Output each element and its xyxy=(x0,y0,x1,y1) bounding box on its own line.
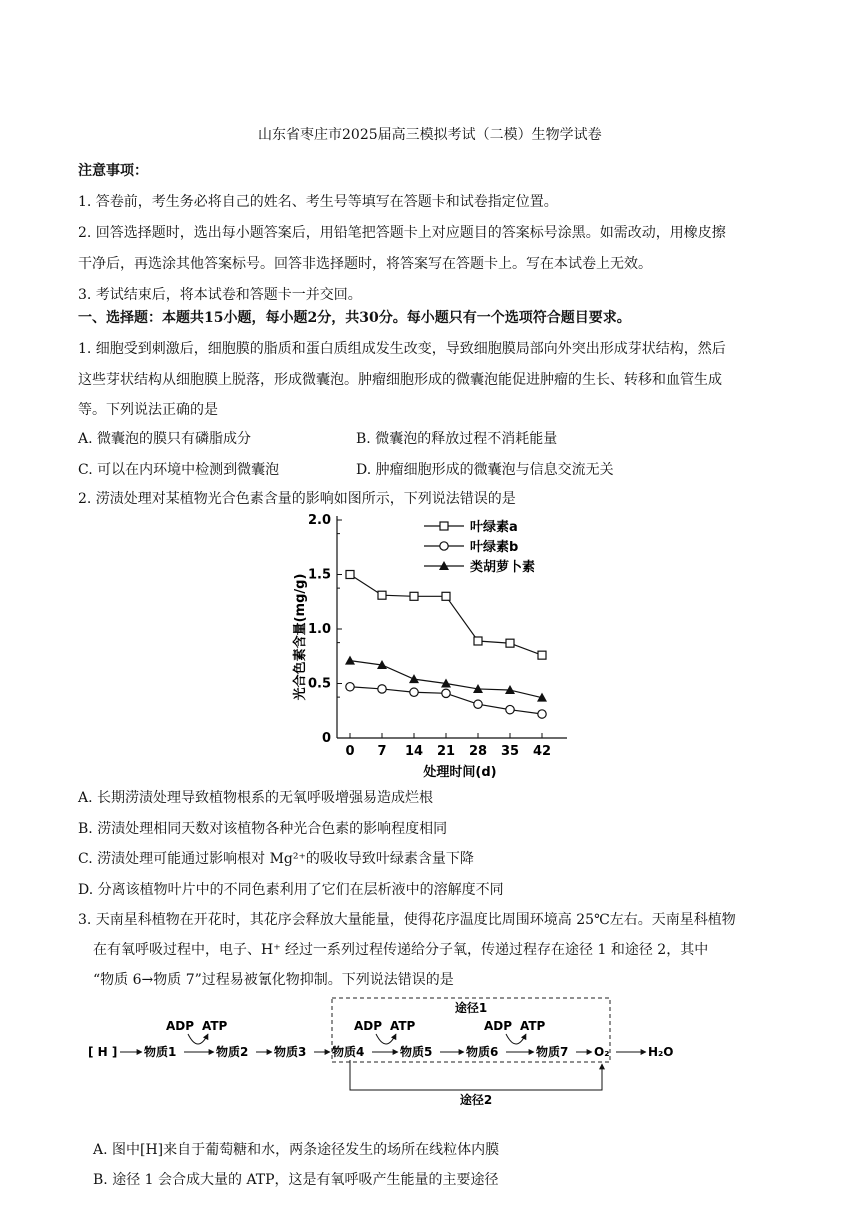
series-3-point xyxy=(409,674,419,683)
series-1-point xyxy=(378,591,386,599)
x-tick-label: 21 xyxy=(436,744,456,759)
series-2-point xyxy=(378,685,386,693)
series-1-point xyxy=(474,637,482,645)
legend-label-3: 类胡萝卜素 xyxy=(470,560,536,575)
series-1-point xyxy=(506,639,514,647)
adp-atp-arrow-1 xyxy=(188,1034,208,1044)
node-3: 物质3 xyxy=(274,1045,307,1059)
notice-item-3: 3. 考试结束后，将本试卷和答题卡一并交回。 xyxy=(78,287,362,303)
series-1-point xyxy=(442,592,450,600)
atp-label-2: ATP xyxy=(390,1019,416,1033)
x-axis-label: 处理时间(d) xyxy=(423,765,497,780)
page-title: 山东省枣庄市2025届高三模拟考试（二模）生物学试卷 xyxy=(258,127,602,143)
q1-option-c: C. 可以在内环境中检测到微囊泡 xyxy=(78,462,280,478)
adp-label-1: ADP xyxy=(166,1019,195,1033)
node-7: 物质7 xyxy=(536,1045,569,1059)
node-4: 物质4 xyxy=(332,1045,365,1059)
adp-atp-arrow-3 xyxy=(506,1034,526,1044)
q2-option-a: A. 长期涝渍处理导致植物根系的无氧呼吸增强易造成烂根 xyxy=(78,790,434,806)
x-tick-label: 42 xyxy=(532,744,552,759)
adp-atp-arrow-2 xyxy=(376,1034,396,1044)
q2-option-c: C. 涝渍处理可能通过影响根对 Mg²⁺的吸收导致叶绿素含量下降 xyxy=(78,851,474,867)
x-tick-label: 28 xyxy=(468,744,488,759)
atp-label-3: ATP xyxy=(520,1019,546,1033)
q2-option-b: B. 涝渍处理相同天数对该植物各种光合色素的影响程度相同 xyxy=(78,821,448,837)
q1-stem-line2: 这些芽状结构从细胞膜上脱落，形成微囊泡。肿瘤细胞形成的微囊泡能促进肿瘤的生长、转移和血管生成 xyxy=(78,372,722,388)
x-tick-label: 0 xyxy=(345,744,355,759)
y-axis-label: 光合色素含量(mg/g) xyxy=(293,573,308,701)
node-h2o: H₂O xyxy=(648,1045,674,1059)
node-2: 物质2 xyxy=(216,1045,249,1059)
y-tick-label: 2.0 xyxy=(307,513,331,528)
adp-label-2: ADP xyxy=(354,1019,383,1033)
node-1: 物质1 xyxy=(144,1045,177,1059)
path1-label: 途径1 xyxy=(454,1001,488,1015)
x-tick-label: 35 xyxy=(500,744,520,759)
series-2-point xyxy=(346,683,354,691)
notice-heading: 注意事项： xyxy=(78,163,148,179)
node-o2: O₂ xyxy=(594,1045,610,1059)
h-start: [ H ] xyxy=(88,1045,118,1059)
q1-option-d: D. 肿瘤细胞形成的微囊泡与信息交流无关 xyxy=(356,462,614,478)
series-2-point xyxy=(410,688,418,696)
q1-option-a: A. 微囊泡的膜只有磷脂成分 xyxy=(78,431,252,447)
q2-stem: 2. 涝渍处理对某植物光合色素含量的影响如图所示，下列说法错误的是 xyxy=(78,491,516,507)
path2-label: 途径2 xyxy=(459,1093,493,1106)
series-2-point xyxy=(442,689,450,697)
q1-option-b: B. 微囊泡的释放过程不消耗能量 xyxy=(356,431,558,447)
y-tick-label: 1.5 xyxy=(307,567,331,583)
notice-item-2: 2. 回答选择题时，选出每小题答案后，用铅笔把答题卡上对应题目的答案标号涂黑。如需改动，用橡皮擦 xyxy=(78,225,726,241)
legend-marker-1 xyxy=(440,522,448,530)
q3-option-a: A. 图中[H]来自于葡萄糖和水，两条途径发生的场所在线粒体内膜 xyxy=(93,1142,500,1158)
legend-label-1: 叶绿素a xyxy=(470,520,518,535)
legend-marker-2 xyxy=(440,542,448,550)
q3-stem-line2: 在有氧呼吸过程中，电子、H⁺ 经过一系列过程传递给分子氧，传递过程存在途径 1 和途径 2，其中 xyxy=(93,942,709,958)
q1-stem-line1: 1. 细胞受到刺激后，细胞膜的脂质和蛋白质组成发生改变，导致细胞膜局部向外突出形成芽状结构，然后 xyxy=(78,341,726,357)
atp-label-1: ATP xyxy=(202,1019,228,1033)
notice-item-1: 1. 答卷前，考生务必将自己的姓名、考生号等填写在答题卡和试卷指定位置。 xyxy=(78,194,558,210)
q1-stem-line3: 等。下列说法正确的是 xyxy=(78,402,218,418)
notice-item-2-cont: 干净后，再选涂其他答案标号。回答非选择题时，将答案写在答题卡上。写在本试卷上无效。 xyxy=(78,256,652,272)
x-tick-label: 7 xyxy=(377,744,387,759)
q3-stem-line1: 3. 天南星科植物在开花时，其花序会释放大量能量，使得花序温度比周围环境高 25℃左右。天南星科植物 xyxy=(78,912,736,928)
legend-label-2: 叶绿素b xyxy=(470,540,519,555)
series-1-point xyxy=(538,651,546,659)
series-1-point xyxy=(410,592,418,600)
node-5: 物质5 xyxy=(400,1045,433,1059)
y-tick-label: 0.5 xyxy=(307,676,331,692)
x-tick-label: 14 xyxy=(404,744,424,759)
y-tick-label: 0 xyxy=(321,731,331,746)
series-3-point xyxy=(345,656,355,665)
electron-transport-diagram xyxy=(80,994,720,1106)
series-2-point xyxy=(538,710,546,718)
adp-label-3: ADP xyxy=(484,1019,513,1033)
path2-bypass-arrow xyxy=(350,1060,602,1090)
section-heading: 一、选择题：本题共15小题，每小题2分，共30分。每小题只有一个选项符合题目要求。 xyxy=(78,310,631,326)
series-2-point xyxy=(506,705,514,713)
q2-option-d: D. 分离该植物叶片中的不同色素利用了它们在层析液中的溶解度不同 xyxy=(78,882,504,898)
q3-option-b: B. 途径 1 会合成大量的 ATP，这是有氧呼吸产生能量的主要途径 xyxy=(93,1172,499,1188)
y-tick-label: 1.0 xyxy=(307,622,331,637)
series-1-point xyxy=(346,571,354,579)
pigment-line-chart xyxy=(280,508,580,780)
series-2-point xyxy=(474,700,482,708)
q3-stem-line3: “物质 6→物质 7”过程易被氰化物抑制。下列说法错误的是 xyxy=(93,972,454,988)
node-6: 物质6 xyxy=(466,1045,499,1059)
